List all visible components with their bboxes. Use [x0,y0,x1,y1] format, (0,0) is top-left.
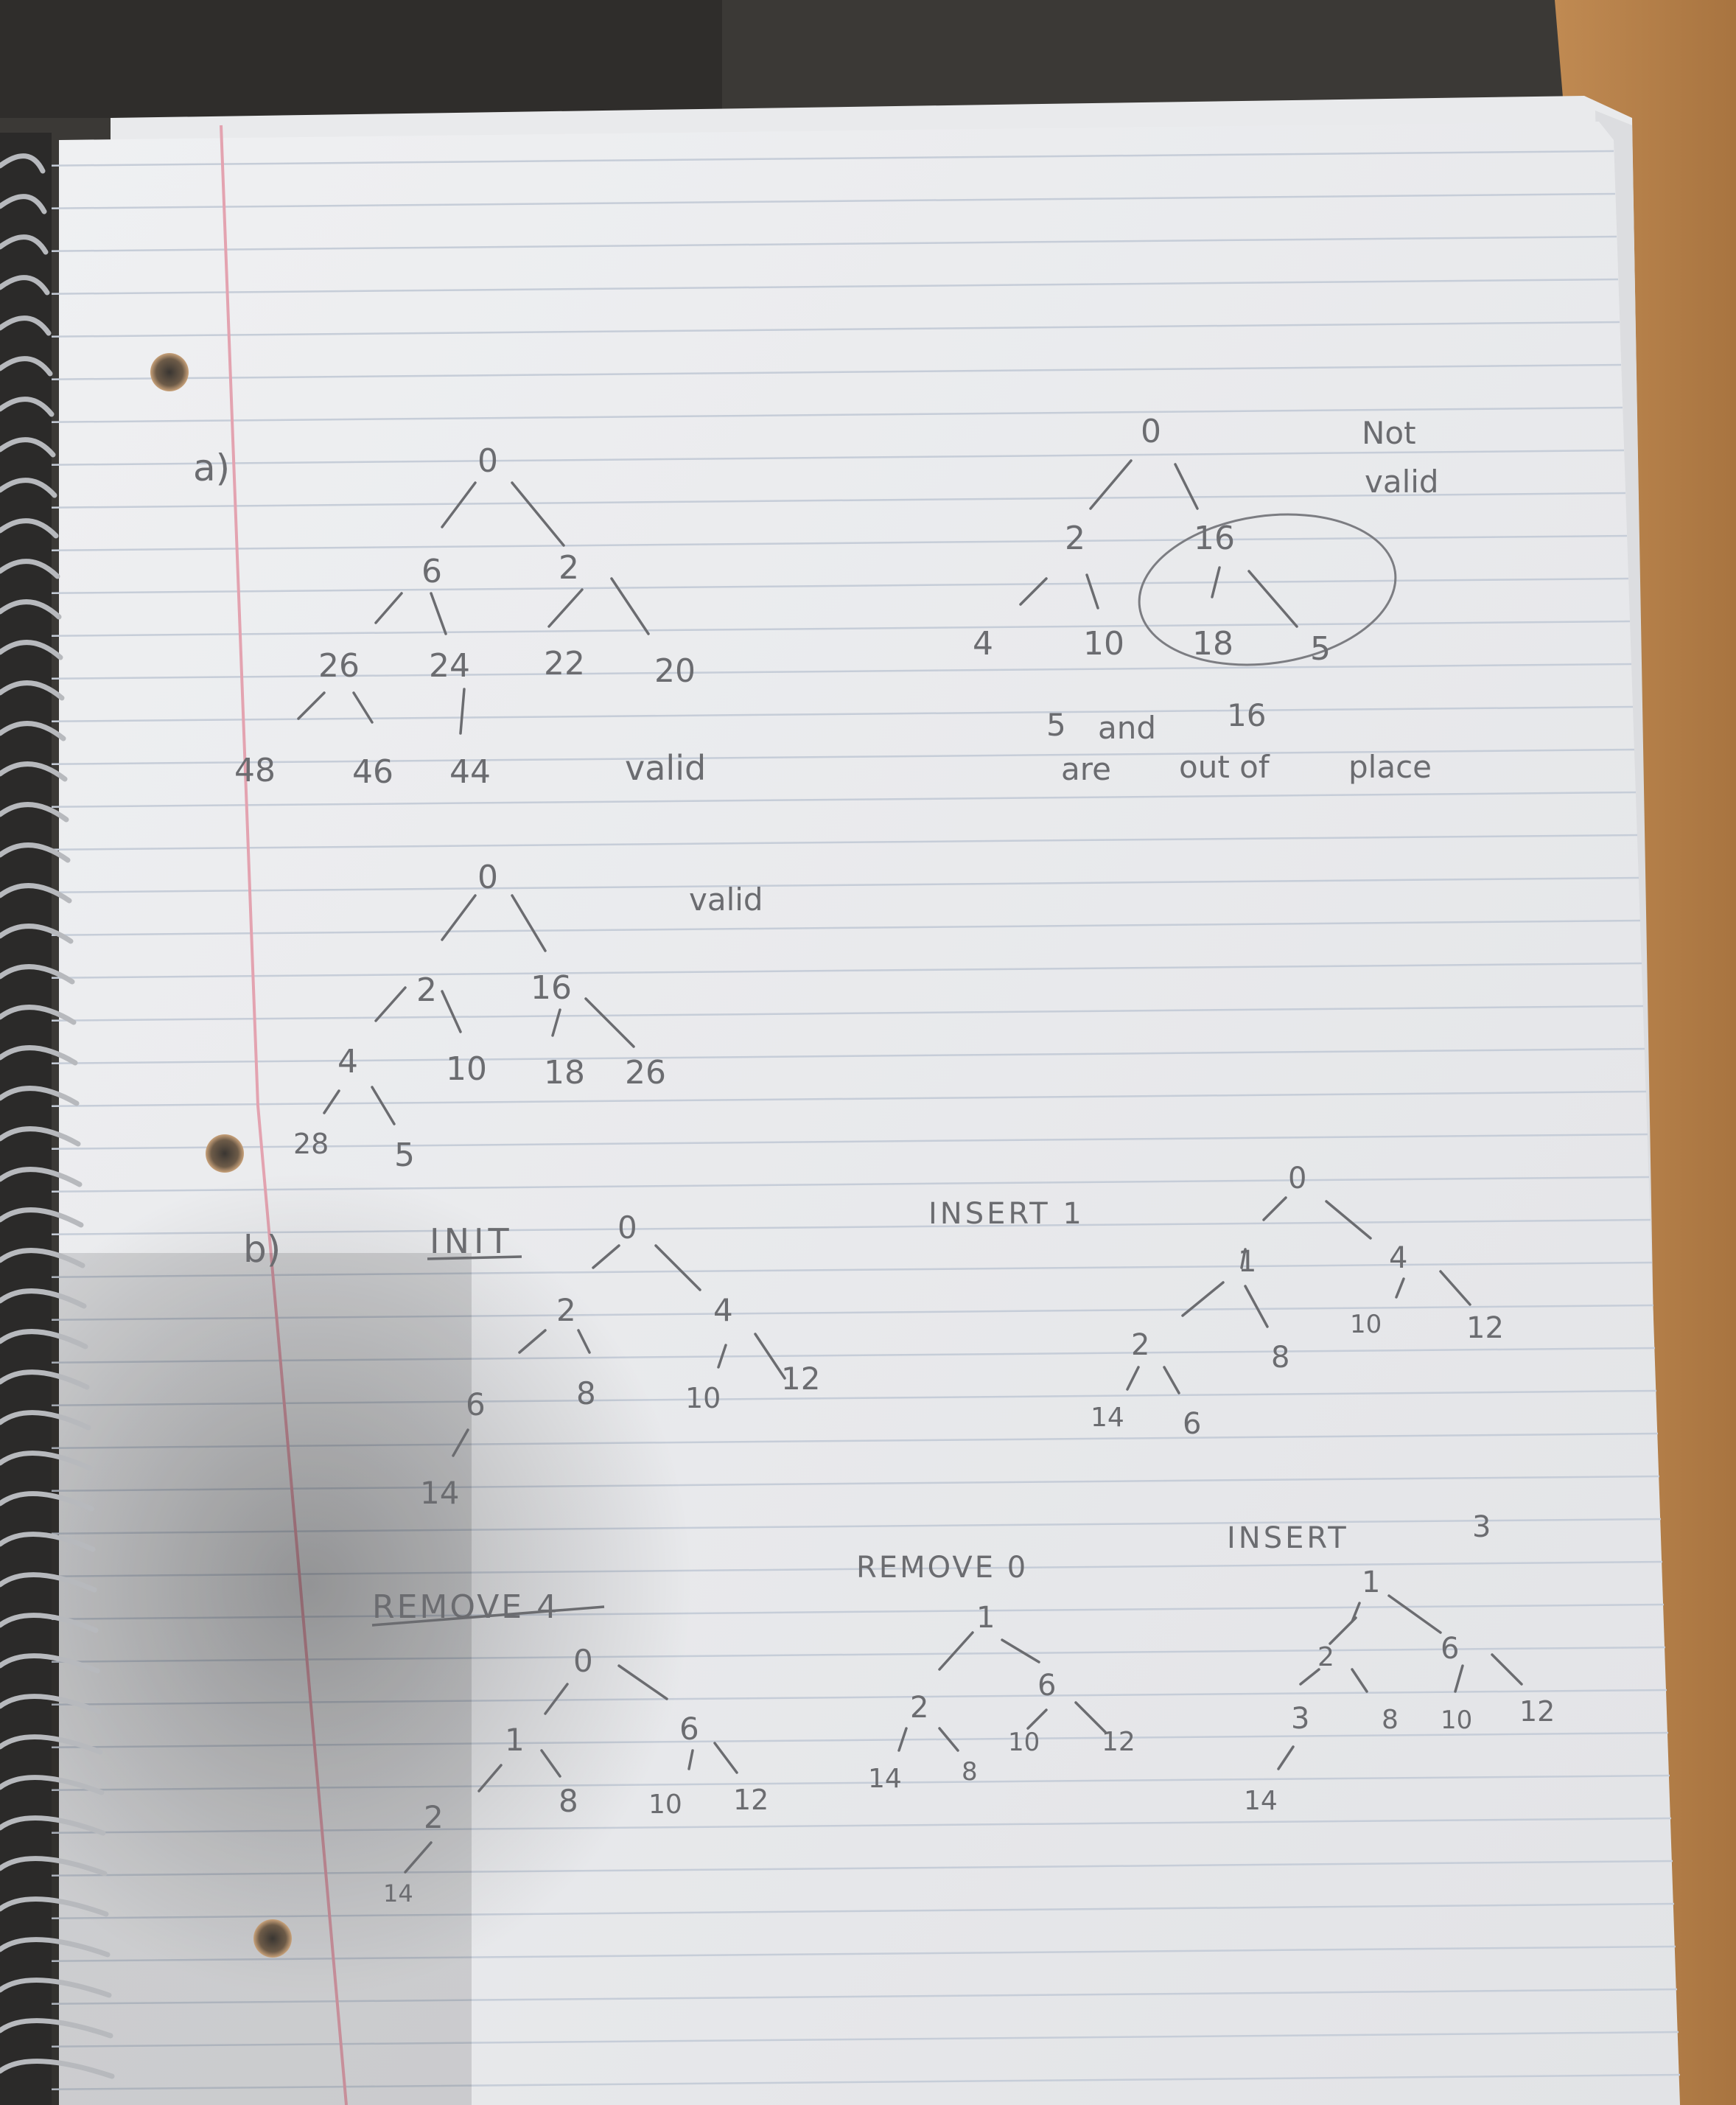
tree-node: 2 [910,1691,929,1725]
tree-node: 44 [449,753,491,791]
tree-note-line2: valid [1365,464,1439,500]
tree-node: 2 [416,971,437,1009]
tree-node: 0 [477,442,498,480]
tree-title: INSERT [1227,1521,1349,1555]
tree-node: 6 [421,553,442,590]
tree-title: REMOVE 4 [372,1588,560,1626]
tree-node: 10 [685,1382,721,1414]
tree-remark: out of [1179,749,1270,785]
part-a-label: a) [193,447,231,489]
tree-node: 10 [1350,1310,1382,1339]
tree-node: 6 [1183,1407,1202,1441]
tree-node: 20 [654,652,696,690]
tree-node: 46 [352,753,393,791]
tree-remark: are [1061,751,1111,787]
tree-title: INSERT 1 [928,1197,1085,1231]
tree-node: 26 [625,1054,666,1092]
tree-node: 1 [505,1722,525,1758]
tree-node: 10 [1441,1706,1473,1735]
tree-remark: and [1098,710,1157,746]
tree-node: 12 [1519,1695,1555,1728]
tree-node: 2 [1065,520,1085,557]
tree-node: 4 [1389,1241,1408,1275]
tree-title: INIT [430,1221,514,1261]
tree-node: 12 [1102,1727,1135,1757]
tree-node: 0 [1288,1162,1307,1195]
tree-node: 24 [429,647,470,685]
tree-node: 14 [1244,1786,1278,1816]
tree-node: 10 [1008,1728,1040,1757]
tree-node: 18 [544,1054,585,1092]
part-b-label: b) [243,1228,281,1271]
tree-node: 2 [424,1799,444,1835]
tree-node: 12 [1466,1311,1504,1345]
tree-node: 14 [868,1764,902,1794]
tree-node: 0 [477,859,498,896]
tree-note-line1: Not [1362,415,1416,451]
tree-node: 6 [1037,1669,1057,1703]
tree-node: 2 [1317,1642,1334,1672]
tree-node: 12 [733,1784,769,1816]
tree-node: 16 [531,969,572,1007]
punch-hole-bottom [253,1919,292,1958]
punch-hole-middle [206,1134,244,1173]
tree-node: 6 [1441,1632,1460,1666]
tree-node: 5 [1310,630,1331,668]
tree-title: REMOVE 0 [856,1551,1029,1585]
tree-node: 6 [679,1711,699,1747]
tree-node: 16 [1194,520,1235,557]
tree-note: valid [689,882,763,918]
tree-node: 2 [1131,1328,1150,1362]
tree-node: 14 [420,1475,460,1511]
tree-node: 14 [383,1879,413,1907]
tree-node: 12 [781,1361,821,1397]
tree-node: 0 [1141,413,1161,450]
tree-node: 8 [1382,1705,1399,1735]
desk-edge [0,0,722,118]
tree-node: 4 [713,1292,733,1328]
tree-node: 5 [394,1137,415,1174]
tree-node: 6 [466,1386,486,1422]
tree-node: 0 [573,1643,593,1679]
tree-remark: 5 [1046,707,1066,743]
tree-node: 18 [1192,625,1233,663]
tree-node: 14 [1091,1403,1124,1433]
tree-node: 3 [1291,1702,1310,1736]
tree-node: 1 [1362,1565,1381,1599]
tree-node: 10 [648,1790,682,1820]
tree-remark: 16 [1227,697,1267,733]
tree-node: 1 [1238,1245,1257,1279]
tree-note: valid [625,748,707,788]
tree-node: 8 [962,1757,978,1787]
tree-node: 2 [559,549,579,587]
tree-node: 22 [544,645,585,683]
tree-node: 28 [293,1128,329,1160]
tree-node: 10 [1083,625,1124,663]
tree-node: 8 [559,1783,578,1819]
tree-node: 0 [617,1209,637,1246]
tree-node: 48 [234,752,276,789]
tree-node: 1 [976,1601,995,1635]
tree-node: 4 [337,1043,358,1081]
tree-node: 2 [556,1292,576,1328]
punch-hole-top [150,353,189,391]
tree-remark: place [1348,749,1432,785]
tree-node: 8 [1271,1341,1290,1375]
tree-node: 26 [318,647,360,685]
tree-title-value: 3 [1472,1510,1491,1544]
tree-node: 8 [576,1375,596,1411]
tree-node: 4 [973,625,993,663]
tree-node: 10 [446,1050,487,1088]
